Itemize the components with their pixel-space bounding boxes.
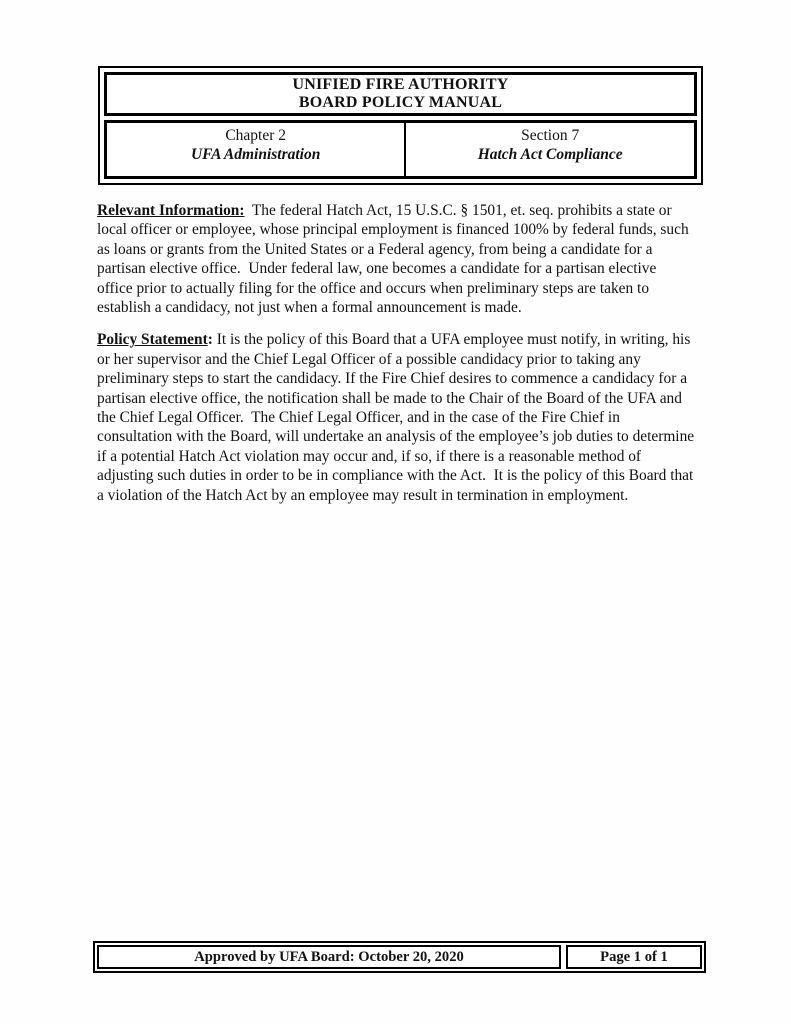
policy-statement-label: Policy Statement [97, 331, 208, 349]
policy-statement-text: It is the policy of this Board that a UFA employee must notify, in writing, his or her supervisor and the Chief Legal Officer of a possible candidacy prior to taking any preliminary steps to start the candidacy. If the Fire Chief desires to commence a candidacy for a partisan elective office, the notification shall be made to the Chair of the Board of the UFA and the Chief Legal Officer. The Chief Legal Officer, and in the case of the Fire Chief in consultation with the Board, will undertake an analysis of the employee’s job duties to determine if a potential Hatch Act violation may occur and, if so, if there is a reasonable method of adjusting such duties in order to be in compliance with the Act. It is the policy of this Board that a violation of the Hatch Act by an employee may result in termination in employment. [97, 331, 702, 504]
section-number: Section 7 [521, 127, 580, 144]
header-chapter-section-row [104, 120, 697, 179]
footer-table [93, 941, 706, 973]
page-number-cell: Page 1 of 1 [566, 945, 702, 969]
paragraph-relevant-information [97, 201, 695, 317]
relevant-information-label: Relevant Information: [97, 202, 245, 219]
chapter-name: UFA Administration [190, 146, 321, 163]
manual-title [104, 72, 697, 116]
relevant-information-text: The federal Hatch Act, 15 U.S.C. § 1501, et. seq. prohibits a state or local officer or employee, whose principal employment is financed 100% by federal funds, such as loans or grants from the United States or a Federal agency, from being a candidate for a partisan elective office. Under federal law, one becomes a candidate for a partisan elective office prior to actually filing for the office and occurs when preliminary steps are taken to establish a candidacy, not just when a formal announcement is made. [97, 202, 697, 317]
header-table [98, 66, 703, 185]
paragraph-policy-statement [97, 330, 702, 505]
manual-title-line2: BOARD POLICY MANUAL [298, 93, 503, 111]
section-cell [406, 123, 694, 176]
manual-title-line1: UNIFIED FIRE AUTHORITY [292, 76, 509, 93]
policy-statement-label-suffix: : [207, 331, 213, 349]
chapter-cell [107, 123, 406, 176]
chapter-number: Chapter 2 [225, 127, 287, 144]
approval-cell: Approved by UFA Board: October 20, 2020 [97, 945, 561, 969]
document-body [97, 201, 702, 518]
section-name: Hatch Act Compliance [477, 146, 623, 163]
